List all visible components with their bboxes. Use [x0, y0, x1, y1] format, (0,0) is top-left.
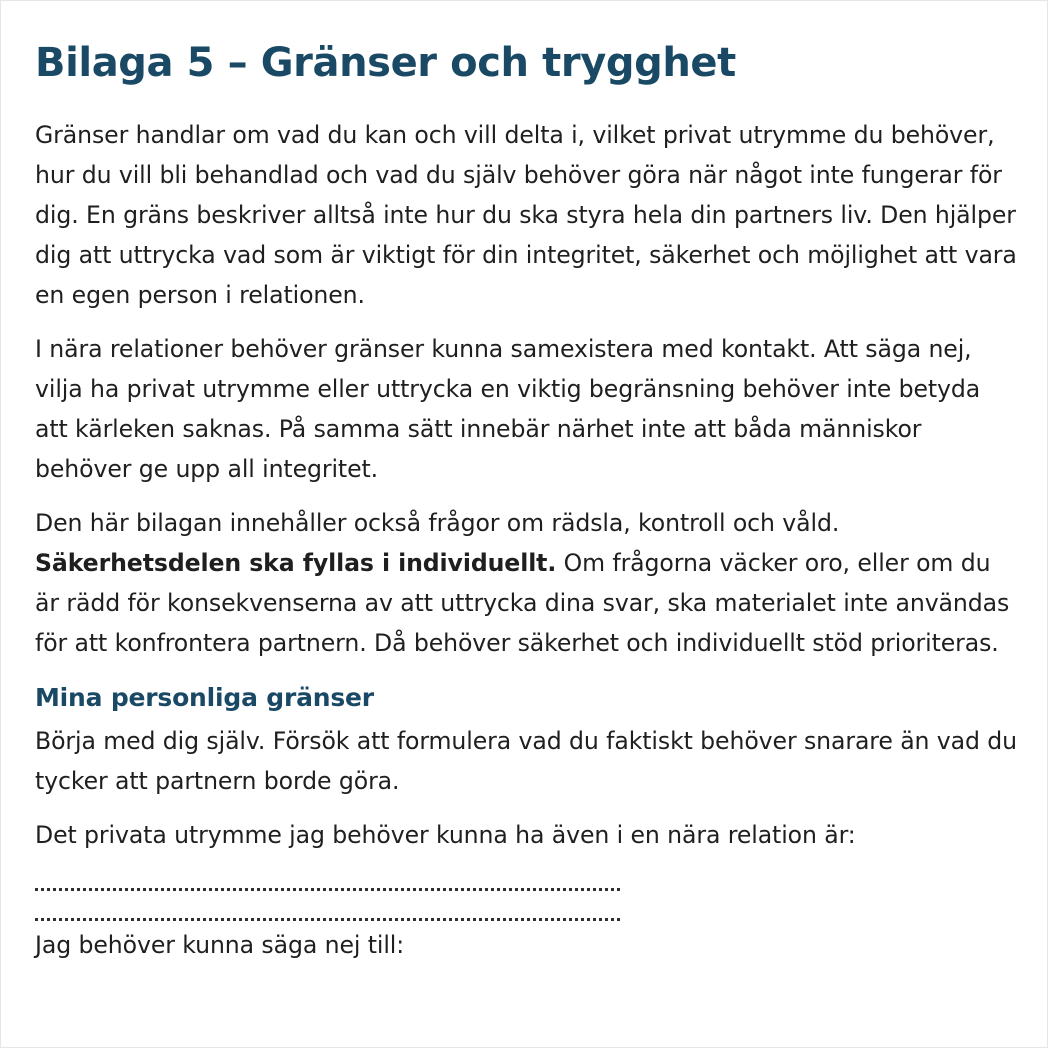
document-content [35, 41, 1020, 979]
relations-paragraph: I nära relationer behöver gränser kunna samexistera med kontakt. Att säga nej, vilja ha privat utrymme eller uttrycka en viktig begränsning behöver inte betyda att kärleken saknas. På samma sätt innebär närhet inte att båda människor behöver ge upp all integritet. [35, 335, 981, 483]
answer-line-1[interactable] [35, 865, 620, 891]
safety-paragraph [35, 503, 1020, 663]
safety-paragraph-start: Den här bilagan innehåller också frågor om rädsla, kontroll och våld. [35, 509, 840, 537]
private-space-prompt: Det privata utrymme jag behöver kunna ha även i en nära relation är: [35, 821, 856, 849]
section-intro: Börja med dig själv. Försök att formulera vad du faktiskt behöver snarare än vad du tycker att partnern borde göra. [35, 727, 1018, 795]
safety-paragraph-end: Om frågorna väcker oro, eller om du är rädd för konsekvenserna av att uttrycka dina svar, ska materialet inte användas för att konfrontera partnern. Då behöver säkerhet och individuellt stöd prioriteras. [35, 549, 1010, 657]
say-no-prompt: Jag behöver kunna säga nej till: [35, 931, 405, 959]
section-heading: Mina personliga gränser [35, 683, 374, 712]
intro-paragraph: Gränser handlar om vad du kan och vill delta i, vilket privat utrymme du behöver, hur du vill bli behandlad och vad du själv behöver göra när något inte fungerar för dig. En gräns beskriver alltså inte hur du ska styra hela din partners liv. Den hjälper dig att uttrycka vad som är viktigt för din integritet, säkerhet och möjlighet att vara en egen person i relationen. [35, 121, 1017, 309]
answer-line-2[interactable] [35, 895, 620, 921]
page-title: Bilaga 5 – Gränser och trygghet [35, 40, 736, 86]
safety-emphasis: Säkerhetsdelen ska fyllas i individuellt. [35, 549, 557, 577]
